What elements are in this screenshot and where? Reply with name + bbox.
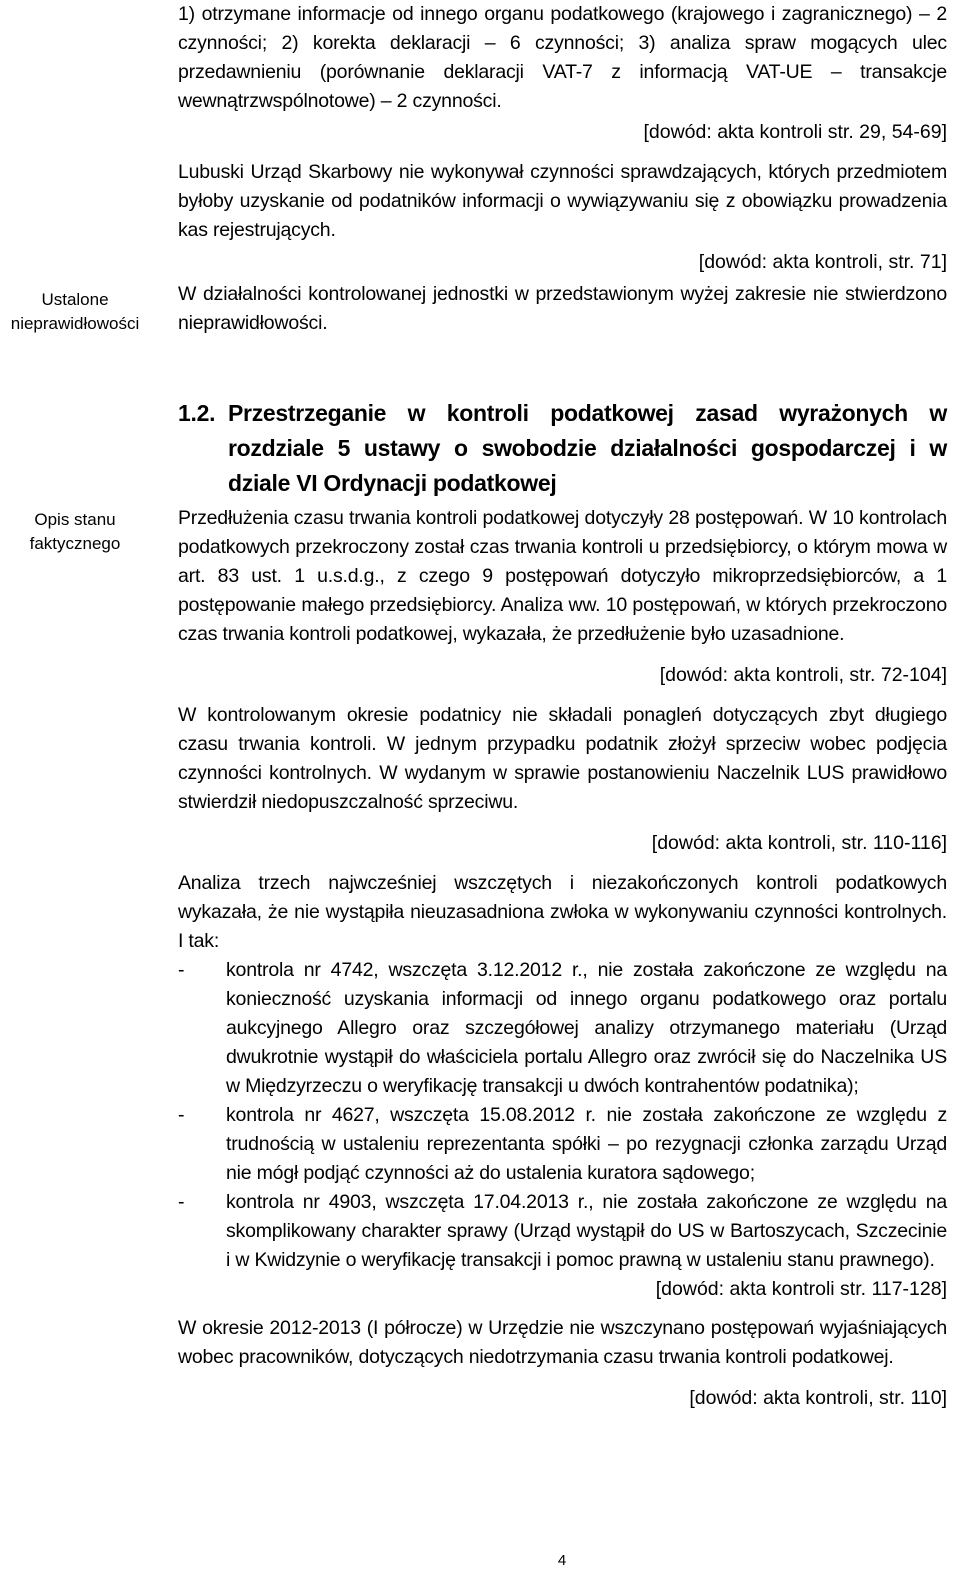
- list-dash: -: [178, 1104, 185, 1126]
- paragraph: W działalności kontrolowanej jednostki w przedstawionym wyżej zakresie nie stwierdzono nieprawidłowości.: [178, 283, 947, 334]
- margin-label-line: Opis stanu: [34, 510, 116, 529]
- body-top: [178, 0, 947, 338]
- page-number: 4: [557, 1552, 567, 1569]
- paragraph: Lubuski Urząd Skarbowy nie wykonywał czynności sprawdzających, których przedmiotem byłoby uzyskanie od podatników informacji o wywiązywaniu się z obowiązku prowadzenia kas rejestrujących.: [178, 161, 947, 241]
- list-dash: -: [178, 959, 185, 981]
- evidence-ref: [dowód: akta kontroli, str. 71]: [698, 251, 947, 273]
- list-item: [178, 1101, 947, 1188]
- list-dash: -: [178, 1191, 185, 1213]
- evidence-ref: [dowód: akta kontroli str. 29, 54-69]: [643, 121, 947, 143]
- section-number: 1.2.: [178, 400, 216, 426]
- body-main: [178, 504, 947, 1413]
- list-item-text: kontrola nr 4742, wszczęta 3.12.2012 r., nie została zakończone ze względu na konieczność uzyskania informacji od innego organu podatkowego oraz portalu aukcyjnego Allegro oraz szczegółowej analizy otrzymanego materiału (Urząd dwukrotnie wystąpił do właściciela portalu Allegro oraz zwrócił się do Naczelnika US w Międzyrzeczu o weryfikację transakcji u dwóch kontrahentów podatnika);: [226, 959, 947, 1097]
- paragraph: W okresie 2012-2013 (I półrocze) w Urzędzie nie wszczynano postępowań wyjaśniających wobec pracowników, dotyczących niedotrzymania czasu trwania kontroli podatkowej.: [178, 1317, 947, 1368]
- list-item-text: kontrola nr 4627, wszczęta 15.08.2012 r. nie została zakończone ze względu z trudnością w ustaleniu reprezentanta spółki – po rezygnacji członka zarządu Urząd nie mógł podjąć czynności aż do ustalenia kuratora sądowego;: [226, 1104, 947, 1184]
- margin-label-line: nieprawidłowości: [10, 314, 140, 333]
- list-item: [178, 956, 947, 1101]
- paragraph: Przedłużenia czasu trwania kontroli podatkowej dotyczyły 28 postępowań. W 10 kontrolach podatkowych przekroczony został czas trwania kontroli u przedsiębiorcy, o którym mowa w art. 83 ust. 1 u.s.d.g., z czego 9 postępowań dotyczyło mikroprzedsiębiorców, a 1 postępowanie małego przedsiębiorcy. Analiza ww. 10 postępowań, w których przekroczono czas trwania kontroli podatkowej, wykazała, że przedłużenie było uzasadnione.: [178, 507, 947, 645]
- evidence-ref: [dowód: akta kontroli, str. 110]: [689, 1387, 947, 1409]
- section-title: Przestrzeganie w kontroli podatkowej zasad wyrażonych w rozdziale 5 ustawy o swobodzie działalności gospodarczej i w dziale VI Ordynacji podatkowej: [228, 400, 947, 496]
- evidence-ref: [dowód: akta kontroli, str. 72-104]: [659, 664, 947, 686]
- evidence-ref: [dowód: akta kontroli, str. 110-116]: [651, 832, 947, 854]
- section-heading: [178, 396, 947, 501]
- margin-label-ustalone: [0, 288, 150, 336]
- margin-label-line: faktycznego: [29, 534, 121, 553]
- paragraph: 1) otrzymane informacje od innego organu podatkowego (krajowego i zagranicznego) – 2 czynności; 2) korekta deklaracji – 6 czynności; 3) analiza spraw mogących ulec przedawnieniu (porównanie deklaracji VAT-7 z informacją VAT-UE – transakcje wewnątrzwspólnotowe) – 2 czynności.: [178, 3, 947, 112]
- paragraph: W kontrolowanym okresie podatnicy nie składali ponagleń dotyczących zbyt długiego czasu trwania kontroli. W jednym przypadku podatnik złożył sprzeciw wobec podjęcia czynności kontrolnych. W wydanym w sprawie postanowieniu Naczelnik LUS prawidłowo stwierdził niedopuszczalność sprzeciwu.: [178, 704, 947, 813]
- control-list: [178, 956, 947, 1275]
- list-item: [178, 1188, 947, 1275]
- list-item-text: kontrola nr 4903, wszczęta 17.04.2013 r., nie została zakończone ze względu na skomplikowany charakter sprawy (Urząd wystąpił do US w Bartoszycach, Szczecinie i w Kwidzynie o weryfikację transakcji i pomoc prawną w ustaleniu stanu prawnego).: [226, 1191, 947, 1271]
- margin-label-line: Ustalone: [41, 290, 109, 309]
- paragraph: Analiza trzech najwcześniej wszczętych i niezakończonych kontroli podatkowych wykazała, że nie wystąpiła nieuzasadniona zwłoka w wykonywaniu czynności kontrolnych. I tak:: [178, 872, 947, 952]
- evidence-ref: [dowód: akta kontroli str. 117-128]: [655, 1278, 947, 1300]
- margin-label-opis: [0, 508, 150, 556]
